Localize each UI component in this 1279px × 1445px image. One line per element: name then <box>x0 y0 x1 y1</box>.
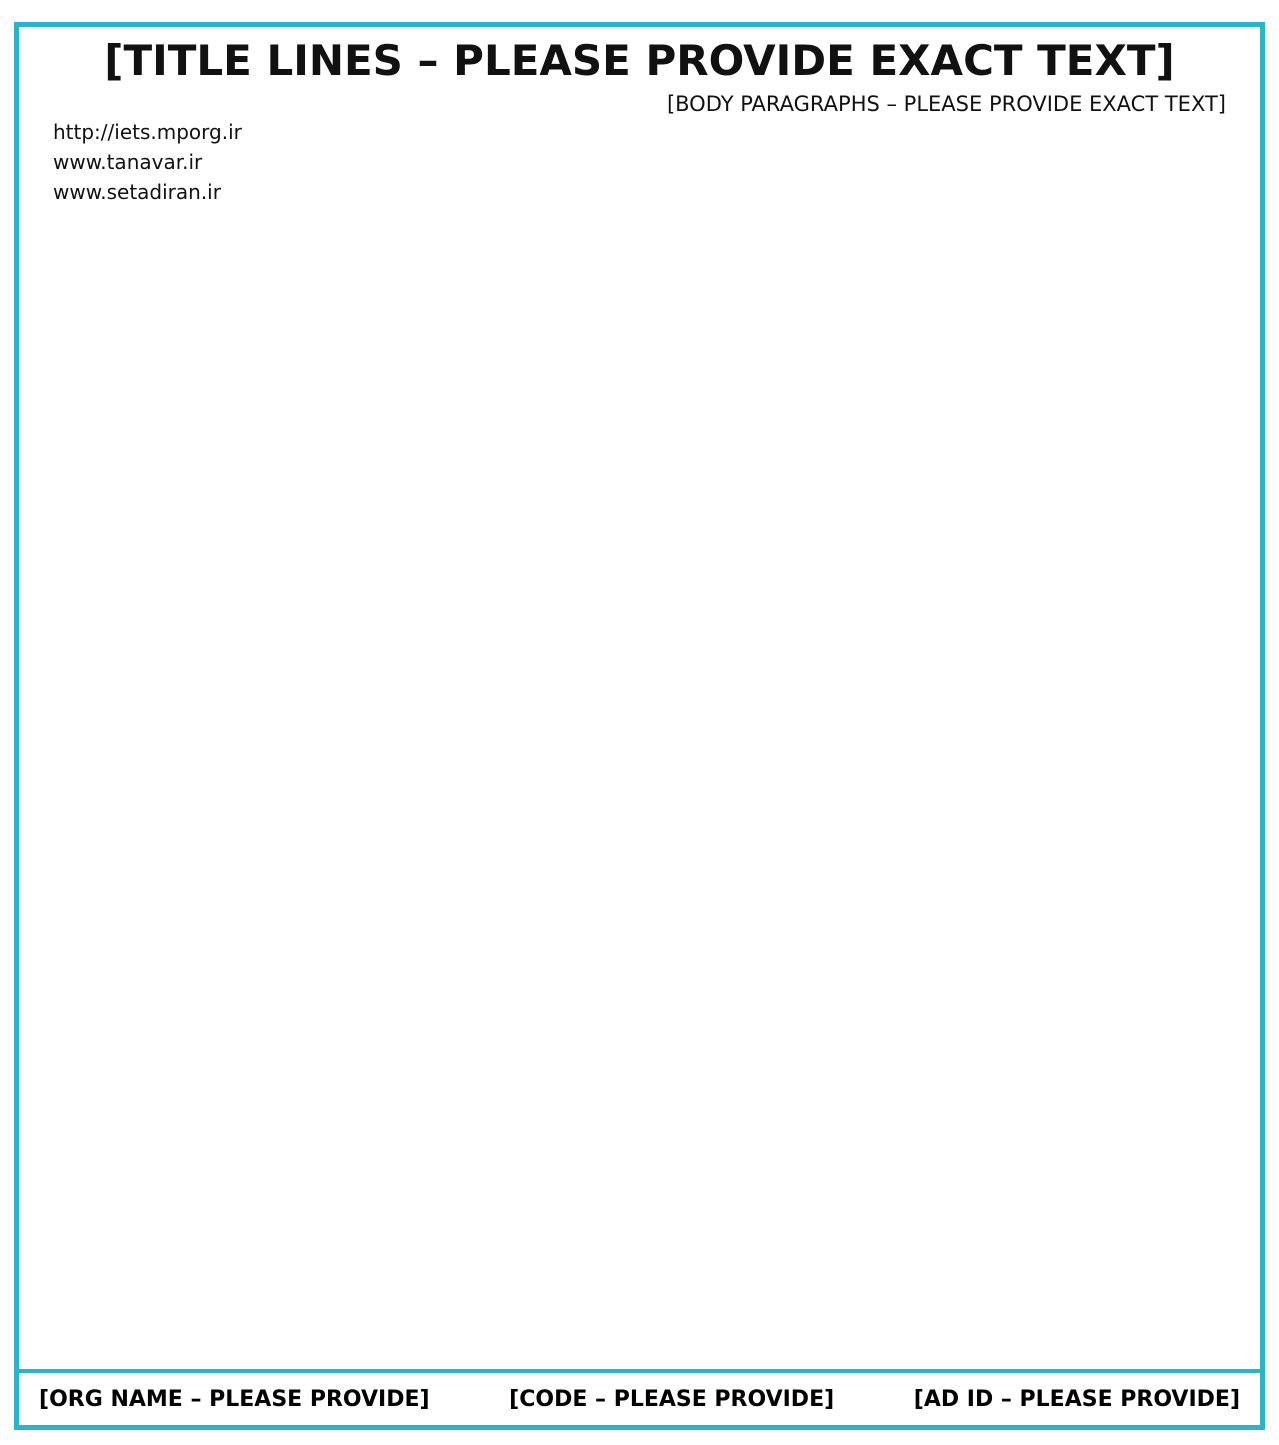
notice-content <box>53 37 1226 207</box>
notice-body: [BODY PARAGRAPHS – PLEASE PROVIDE EXACT TEXT] <box>666 92 1226 116</box>
notice-title: [TITLE LINES – PLEASE PROVIDE EXACT TEXT] <box>104 36 1175 85</box>
org-name: [ORG NAME – PLEASE PROVIDE] <box>39 1386 430 1412</box>
ad-id: [AD ID – PLEASE PROVIDE] <box>913 1386 1240 1412</box>
ad-code: [CODE – PLEASE PROVIDE] <box>509 1386 835 1412</box>
footer-bar <box>19 1369 1260 1425</box>
footer-links <box>53 117 1226 207</box>
link-setadiran[interactable]: www.setadiran.ir <box>53 180 221 204</box>
link-iets[interactable]: http://iets.mporg.ir <box>53 120 242 144</box>
link-tanavar[interactable]: www.tanavar.ir <box>53 150 203 174</box>
notice-frame <box>14 22 1265 1430</box>
